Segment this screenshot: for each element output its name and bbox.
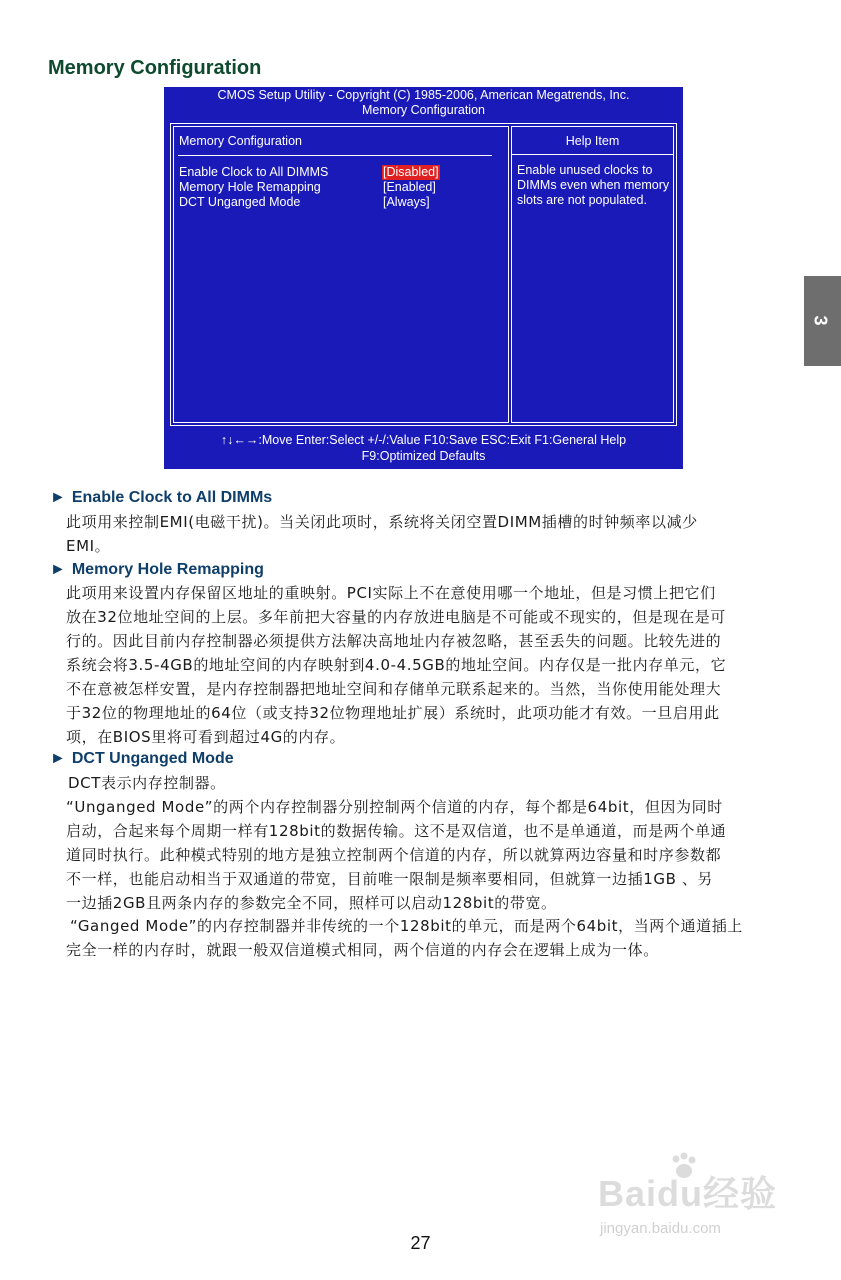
page-heading: Memory Configuration <box>48 57 262 79</box>
section-title: Enable Clock to All DIMMs <box>71 489 273 506</box>
section-heading-enable-clock <box>50 488 272 508</box>
paragraph-line: 此项用来控制EMI(电磁干扰)。当关闭此项时，系统将关闭空置DIMM插槽的时钟频率以减少 <box>66 513 698 531</box>
bios-option-value[interactable]: [Enabled] <box>383 180 436 194</box>
bios-option-enable-clock[interactable] <box>179 165 499 180</box>
help-line: Enable unused clocks to <box>517 163 653 177</box>
triangle-bullet-icon: ► <box>50 561 66 578</box>
paragraph-line: 不在意被怎样安置，是内存控制器把地址空间和存储单元联系起来的。当然，当你使用能处理大 <box>66 680 722 698</box>
section-title: DCT Unganged Mode <box>71 750 234 767</box>
paragraph-line: 完全一样的内存时，就跟一般双信道模式相同，两个信道的内存会在逻辑上成为一体。 <box>66 941 659 959</box>
paragraph-line: 放在32位地址空间的上层。多年前把大容量的内存放进电脑是不可能或不现实的，但是现在是可 <box>66 608 726 626</box>
paragraph-line: 道同时执行。此种模式特别的地方是独立控制两个信道的内存，所以就算两边容量和时序参数都 <box>66 846 722 864</box>
paragraph-line: “Ganged Mode”的内存控制器并非传统的一个128bit的单元，而是两个64bit，当两个通道插上 <box>70 917 743 935</box>
help-title: Help Item <box>565 134 620 148</box>
help-divider <box>512 154 673 155</box>
help-line: DIMMs even when memory <box>517 178 670 192</box>
bios-option-value[interactable]: [Disabled] <box>383 165 439 179</box>
paragraph-line: 不一样，也能启动相当于双通道的带宽，目前唯一限制是频率要相同，但就算一边插1GB 、另 <box>66 870 714 888</box>
paragraph-line: 行的。因此目前内存控制器必须提供方法解决高地址内存被忽略，甚至丢失的问题。比较先进的 <box>66 632 722 650</box>
chapter-number: 3 <box>810 315 831 326</box>
bios-frame <box>170 123 677 426</box>
bios-options-panel <box>173 126 509 423</box>
bios-option-label: DCT Unganged Mode <box>179 195 301 209</box>
section-heading-dct-unganged <box>50 749 234 769</box>
bios-key-legend-defaults: F9:Optimized Defaults <box>361 449 486 463</box>
bios-footer <box>164 432 683 464</box>
paragraph-line: DCT表示内存控制器。 <box>68 774 226 792</box>
paragraph-line: 系统会将3.5-4GB的地址空间的内存映射到4.0-4.5GB的地址空间。内存仅是一批内存单元，它 <box>66 656 727 674</box>
bios-help-panel <box>511 126 674 423</box>
paragraph-line: 启动，合起来每个周期一样有128bit的数据传输。这不是双信道，也不是单通道，而是两个单通 <box>66 822 727 840</box>
bios-section-title: Memory Configuration <box>179 134 302 148</box>
paragraph-line: 于32位的物理地址的64位（或支持32位物理地址扩展）系统时，此项功能才有效。一旦启用此 <box>66 704 720 722</box>
paragraph-line: 此项用来设置内存保留区地址的重映射。PCI实际上不在意使用哪一个地址，但是习惯上把它们 <box>66 584 716 602</box>
bios-option-memory-hole[interactable] <box>179 180 499 195</box>
bios-key-legend: ↑↓←→:Move Enter:Select +/-/:Value F10:Save ESC:Exit F1:General Help <box>220 433 627 447</box>
page-number: 27 <box>410 1233 431 1253</box>
watermark-url: jingyan.baidu.com <box>600 1220 721 1237</box>
help-line: slots are not populated. <box>517 193 647 207</box>
paragraph-line: EMI。 <box>66 537 111 555</box>
triangle-bullet-icon: ► <box>50 750 66 767</box>
triangle-bullet-icon: ► <box>50 489 66 506</box>
section-title: Memory Hole Remapping <box>71 561 264 578</box>
bios-title-line1: CMOS Setup Utility - Copyright (C) 1985-2006, American Megatrends, Inc. <box>217 88 630 102</box>
bios-divider <box>178 155 492 156</box>
bios-title <box>164 88 683 118</box>
section-heading-memory-hole <box>50 560 264 580</box>
bios-option-dct-unganged[interactable] <box>179 195 499 210</box>
bios-title-line2: Memory Configuration <box>362 103 485 117</box>
baidu-logo-text: Baidu经验 <box>598 1173 778 1214</box>
help-text <box>517 163 675 208</box>
bios-option-label: Enable Clock to All DIMMS <box>179 165 329 179</box>
chapter-tab <box>804 276 841 366</box>
paragraph-line: 项，在BIOS里将可看到超过4G的内存。 <box>66 728 346 746</box>
bios-option-label: Memory Hole Remapping <box>179 180 321 194</box>
bios-screen <box>164 87 683 469</box>
bios-option-value[interactable]: [Always] <box>383 195 430 209</box>
paragraph-line: 一边插2GB且两条内存的参数完全不同，照样可以启动128bit的带宽。 <box>66 894 557 912</box>
paragraph-line: “Unganged Mode”的两个内存控制器分别控制两个信道的内存，每个都是64bit，但因为同时 <box>66 798 723 816</box>
